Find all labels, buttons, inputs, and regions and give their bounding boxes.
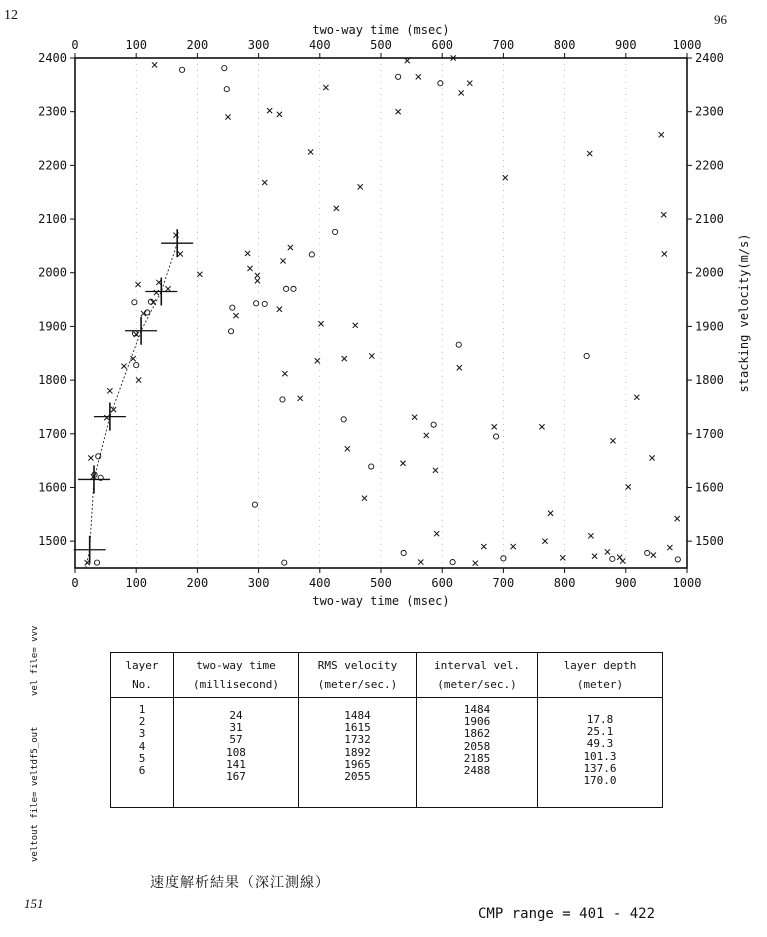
cross-point [560,555,565,560]
column-layer-no [111,698,174,808]
x-tick-label-bottom: 600 [431,576,454,590]
cell-layer-no: 3 [138,727,146,741]
cross-point [539,424,544,429]
cell-rms-velocity: 1965 [344,757,371,771]
circle-point [134,362,139,367]
cross-point [255,278,260,283]
x-tick-label-bottom: 1000 [672,576,702,590]
header-layer-depth: layer depth (meter) [538,653,663,698]
cmp-range-label: CMP range = 401 - 422 [478,906,656,922]
page-number-right: 96 [714,12,727,27]
y-tick-label-left: 1700 [38,426,67,441]
x-tick-label-top: 200 [186,38,209,52]
cell-rms-velocity: 1484 [344,709,371,722]
circle-point [145,310,150,315]
y-tick-label-right: 2200 [695,158,724,173]
circle-point [369,464,374,469]
circle-point [675,557,680,562]
cell-layer-no: 4 [138,739,146,753]
circle-point [493,434,498,439]
cross-point [277,112,282,117]
cross-point [605,549,610,554]
circle-point [584,353,589,358]
circle-point [252,502,257,507]
cross-point [245,251,250,256]
cross-point [288,245,293,250]
x-tick-label-top: 300 [247,38,270,52]
circle-point [282,560,287,565]
circle-point [230,305,235,310]
cross-point [345,446,350,451]
x-tick-label-bottom: 300 [247,576,270,590]
x-tick-label-top: 0 [71,38,79,52]
cell-layer-depth: 49.3 [586,737,614,751]
plot-frame [75,58,687,568]
circle-point [645,550,650,555]
cross-point [362,496,367,501]
y-tick-label-left: 2400 [38,51,67,65]
cell-layer-no: 1 [138,703,146,716]
circle-point [401,550,406,555]
y-tick-label-right: 2300 [695,104,724,119]
cross-point [610,438,615,443]
x-tick-label-bottom: 100 [125,576,148,590]
y-tick-label-right: 1600 [695,480,724,495]
x-tick-label-bottom: 200 [186,576,209,590]
x-axis-title-bottom: two-way time (msec) [312,594,450,608]
x-tick-label-top: 100 [125,38,148,52]
column-layer-depth [538,698,663,808]
cross-point [481,544,486,549]
data-marks [74,55,681,565]
cross-point [197,272,202,277]
cross-point [152,62,157,67]
table-header-row [111,653,663,698]
circle-point [291,286,296,291]
x-tick-label-bottom: 900 [614,576,637,590]
cross-point [358,184,363,189]
x-tick-label-bottom: 700 [492,576,515,590]
figure-caption: 速度解析結果（深江測線） [150,875,330,891]
cross-point [369,353,374,358]
cross-point [104,415,109,420]
cell-layer-depth: 101.3 [583,749,617,763]
cross-point [405,58,410,63]
cell-layer-depth: 25.1 [586,725,614,739]
cross-point [675,516,680,521]
x-tick-label-top: 900 [614,38,637,52]
cross-point [267,108,272,113]
cross-point [247,266,252,271]
cell-interval-velocity: 1906 [463,715,491,729]
cross-point [107,388,112,393]
y-tick-label-left: 2200 [38,158,67,173]
cross-point [457,365,462,370]
cell-layer-no: 2 [138,715,146,729]
cross-point [634,395,639,400]
circle-point [341,417,346,422]
cross-point [282,371,287,376]
cell-layer-no: 6 [138,763,146,777]
circle-point [284,286,289,291]
circle-point [309,252,314,257]
x-tick-label-top: 1000 [672,38,702,52]
column-two-way-time [174,698,299,808]
y-tick-label-right: 1900 [695,319,724,334]
cross-point [154,290,159,295]
cell-two-way-time: 141 [226,757,246,771]
axis-ticks [38,38,724,590]
x-tick-label-top: 700 [492,38,515,52]
circle-point [132,300,137,305]
circle-point [431,422,436,427]
cross-point [121,364,126,369]
x-tick-label-top: 800 [553,38,576,52]
cell-layer-depth: 170.0 [583,773,617,787]
cell-rms-velocity: 1615 [344,721,371,735]
cross-point [342,356,347,361]
table-body-row [111,698,663,808]
cross-point [136,378,141,383]
cross-point [542,539,547,544]
cell-layer-no: 5 [138,751,146,765]
cross-point [396,109,401,114]
cell-layer-depth: 17.8 [586,713,614,726]
cross-point [617,555,622,560]
cell-two-way-time: 57 [229,733,243,747]
cross-point [416,74,421,79]
cell-rms-velocity: 2055 [344,769,371,783]
cross-point [418,559,423,564]
circle-point [180,67,185,72]
cross-point [141,311,146,316]
cross-point [412,415,417,420]
cross-point [459,90,464,95]
cell-interval-velocity: 2488 [463,763,491,777]
cross-point [277,307,282,312]
cell-rms-velocity: 1892 [344,745,371,759]
cross-point [651,553,656,558]
cross-point [661,212,666,217]
cross-point [165,286,170,291]
x-tick-label-bottom: 500 [370,576,392,590]
cross-point [280,258,285,263]
cross-point [434,531,439,536]
x-tick-label-bottom: 0 [71,576,79,590]
velocity-results-table [110,652,663,808]
cross-point [323,85,328,90]
cell-two-way-time: 31 [229,721,243,735]
cross-point [255,273,260,278]
cell-layer-depth: 137.6 [583,761,617,775]
cross-point [178,251,183,256]
cross-point [659,132,664,137]
circle-point [228,329,233,334]
circle-point [396,74,401,79]
column-interval-velocity [417,698,538,808]
header-layer-no: layer No. [111,653,174,698]
circle-point [333,229,338,234]
veltout-file-label: veltout file= veltdf5_out [30,726,40,862]
cell-two-way-time: 24 [229,709,243,722]
cell-interval-velocity: 2058 [463,739,491,753]
cross-point [433,468,438,473]
cell-two-way-time: 167 [226,769,246,783]
y-tick-label-left: 1800 [38,373,67,388]
cross-point [315,358,320,363]
circle-point [94,560,99,565]
y-tick-label-right: 1700 [695,426,724,441]
y-tick-label-right: 2100 [695,212,724,227]
y-tick-label-left: 1900 [38,319,67,334]
cross-point [225,114,230,119]
cross-point [353,323,358,328]
circle-point [254,301,259,306]
y-tick-label-left: 1600 [38,480,67,495]
circle-point [224,87,229,92]
x-axis-title-top: two-way time (msec) [312,23,450,37]
picked-velocity-polyline [90,243,178,550]
y-tick-label-left: 2000 [38,265,67,280]
header-interval-velocity: interval vel. (meter/sec.) [417,653,538,698]
y-axis-title-right: stacking velocity(m/s) [737,233,751,393]
cross-point [626,484,631,489]
cross-point [88,455,93,460]
cross-point [135,282,140,287]
circle-point [262,301,267,306]
cell-interval-velocity: 2185 [463,751,491,765]
cross-point [492,424,497,429]
y-tick-label-right: 1500 [695,534,724,549]
cross-point [503,175,508,180]
header-rms-velocity: RMS velocity (meter/sec.) [299,653,417,698]
x-tick-label-top: 600 [431,38,454,52]
y-tick-label-right: 2000 [695,265,724,280]
grid-lines [136,58,626,568]
y-tick-label-left: 2100 [38,212,67,227]
vel-file-label: vel file= vvv [30,625,40,696]
cross-point [662,251,667,256]
cross-point [511,544,516,549]
cross-point [424,433,429,438]
cross-point [587,151,592,156]
cross-point [334,206,339,211]
circle-point [96,454,101,459]
circle-point [222,66,227,71]
page-number-left: 12 [4,8,18,23]
cross-point [548,511,553,516]
cross-point [588,533,593,538]
cross-point [262,180,267,185]
circle-point [456,342,461,347]
x-tick-label-bottom: 800 [553,576,576,590]
cross-point [473,561,478,566]
cross-point [233,313,238,318]
x-tick-label-top: 400 [308,38,331,52]
cell-rms-velocity: 1732 [344,733,371,747]
y-tick-label-left: 2300 [38,104,67,119]
y-tick-label-right: 2400 [695,51,724,65]
cross-point [298,396,303,401]
circle-point [450,559,455,564]
cross-point [467,81,472,86]
cell-interval-velocity: 1484 [463,703,491,716]
cross-point [650,455,655,460]
cross-point [592,554,597,559]
circle-point [438,81,443,86]
circle-point [610,556,615,561]
header-two-way-time: two-way time (millisecond) [174,653,299,698]
cross-point [318,321,323,326]
x-tick-label-top: 500 [370,38,392,52]
column-rms-velocity [299,698,417,808]
cross-point [667,545,672,550]
y-tick-label-right: 1800 [695,373,724,388]
circle-point [280,397,285,402]
sheet-mark: 151 [24,896,44,911]
cross-point [400,461,405,466]
cell-two-way-time: 108 [226,745,246,759]
cell-interval-velocity: 1862 [463,727,491,741]
y-tick-label-left: 1500 [38,534,67,549]
x-tick-label-bottom: 400 [308,576,331,590]
cross-point [308,149,313,154]
